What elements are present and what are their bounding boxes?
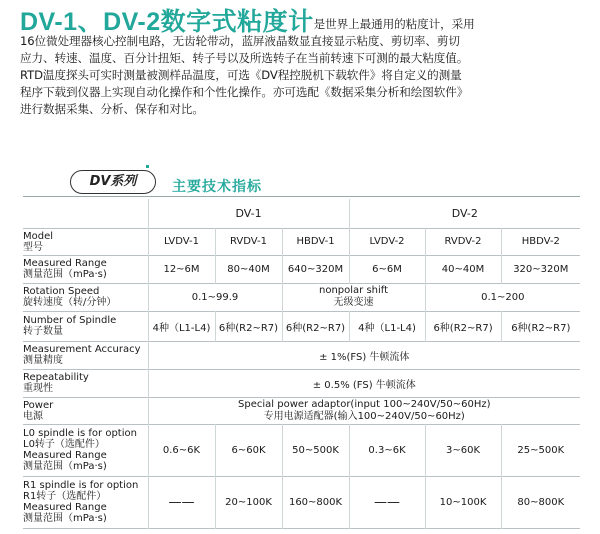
accent-dot: [146, 165, 149, 168]
speed-shift-cn: 无级变速: [333, 297, 374, 308]
repeat-label: [23, 369, 148, 397]
intro-line-1-tail: 是世界上最通用的粘度计，采用: [313, 17, 475, 31]
spindle-cell: 4种（L1-L4): [148, 311, 215, 341]
intro-line-3: 应力、转速、温度、百分计扭矩、转子号以及所选转子在当前转速下可测的最大粘度值。: [20, 51, 469, 65]
r1-cell: 80~800K: [501, 476, 580, 528]
range-cell: 320~320M: [501, 255, 580, 283]
spec-table: [23, 199, 580, 529]
model-label: [23, 228, 148, 255]
intro-line-5: 程序下载到仪器上实现自动化操作和个性化操作。亦可选配《数据采集分析和绘图软件》: [20, 85, 469, 99]
accuracy-label-en: Measurement Accuracy: [23, 344, 141, 355]
speed-row: [23, 283, 580, 311]
l0-cell: 6~60K: [215, 424, 282, 476]
model-row: [23, 228, 580, 255]
empty-header-cell: [23, 199, 148, 228]
r1-label-line: R1转子（选配件）: [23, 491, 107, 502]
l0-label: [23, 424, 148, 476]
spindle-label-en: Number of Spindle: [23, 315, 117, 326]
r1-row: [23, 476, 580, 528]
model-label-cn: 型号: [23, 241, 43, 253]
model-cell: HBDV-2: [501, 228, 580, 255]
repeat-row: [23, 369, 580, 397]
accuracy-value: ± 1%(FS) 牛顿流体: [148, 341, 580, 369]
power-label-cn: 电源: [23, 410, 43, 422]
spindle-row: [23, 311, 580, 341]
repeat-value: ± 0.5% (FS) 牛顿流体: [148, 369, 580, 397]
series-tag: DV系列: [70, 170, 156, 194]
group-dv2: DV-2: [349, 199, 580, 228]
l0-label-line: 测量范围（mPa·s): [23, 461, 107, 472]
r1-label-line: 测量范围（mPa·s): [23, 513, 107, 524]
power-value-cn: 专用电源适配器(输入100~240V/50~60Hz): [263, 410, 465, 422]
speed-shift-en: nonpolar shift: [318, 285, 389, 296]
speed-shift: [282, 283, 425, 311]
repeat-label-cn: 重现性: [23, 383, 53, 394]
range-cell: 80~40M: [215, 255, 282, 283]
l0-label-line: Measured Range: [23, 450, 107, 461]
power-label-en: Power: [23, 399, 54, 411]
r1-cell: 160~800K: [282, 476, 349, 528]
l0-cell: 3~60K: [425, 424, 501, 476]
r1-label-line: R1 spindle is for option: [23, 480, 139, 491]
r1-cell: ——: [349, 476, 425, 528]
l0-cell: 25~500K: [501, 424, 580, 476]
spindle-cell: 4种（L1-L4): [349, 311, 425, 341]
l0-label-line: L0转子（选配件）: [23, 439, 105, 450]
range-cell: 6~6M: [349, 255, 425, 283]
intro-line-6: 进行数据采集、分析、保存和对比。: [20, 102, 204, 116]
model-cell: LVDV-2: [349, 228, 425, 255]
model-cell: RVDV-2: [425, 228, 501, 255]
top-rule: [23, 196, 580, 197]
l0-cell: 0.3~6K: [349, 424, 425, 476]
model-cell: LVDV-1: [148, 228, 215, 255]
r1-cell: 10~100K: [425, 476, 501, 528]
l0-label-line: L0 spindle is for option: [23, 428, 137, 439]
intro-line-4: RTD温度探头可实时测量被测样品温度，可选《DV程控脱机下载软件》将自定义的测量: [20, 68, 462, 82]
accuracy-row: [23, 341, 580, 369]
speed-label: [23, 283, 148, 311]
spindle-label: [23, 311, 148, 341]
spindle-cell: 6种(R2~R7): [425, 311, 501, 341]
group-header-row: [23, 199, 580, 228]
speed-dv2: 0.1~200: [425, 283, 580, 311]
spindle-cell: 6种(R2~R7): [282, 311, 349, 341]
spindle-label-cn: 转子数量: [23, 326, 63, 337]
intro-line-1: [20, 8, 588, 36]
range-label-en: Measured Range: [23, 258, 107, 269]
power-value: [148, 397, 580, 424]
range-cell: 12~6M: [148, 255, 215, 283]
l0-cell: 50~500K: [282, 424, 349, 476]
r1-cell: 20~100K: [215, 476, 282, 528]
accuracy-label-cn: 测量精度: [23, 355, 63, 366]
intro-line-2: 16位微处理器核心控制电路，无齿轮带动，蓝屏液晶数显直接显示粘度、剪切率、剪切: [20, 34, 460, 48]
model-cell: HBDV-1: [282, 228, 349, 255]
intro-paragraph: [20, 8, 588, 118]
range-row: [23, 255, 580, 283]
repeat-label-en: Repeatability: [23, 372, 89, 383]
l0-cell: 0.6~6K: [148, 424, 215, 476]
r1-label: [23, 476, 148, 528]
product-headline: DV-1、DV-2数字式粘度计: [20, 8, 314, 36]
model-label-en: Model: [23, 230, 54, 242]
speed-label-cn: 旋转速度（转/分钟）: [23, 297, 117, 308]
group-dv1: DV-1: [148, 199, 349, 228]
power-row: [23, 397, 580, 424]
range-label-cn: 测量范围（mPa·s): [23, 269, 107, 280]
speed-label-en: Rotation Speed: [23, 286, 100, 297]
r1-label-line: Measured Range: [23, 502, 107, 513]
range-label: [23, 255, 148, 283]
model-cell: RVDV-1: [215, 228, 282, 255]
accuracy-label: [23, 341, 148, 369]
spindle-cell: 6种(R2~R7): [501, 311, 580, 341]
spindle-cell: 6种(R2~R7): [215, 311, 282, 341]
range-cell: 40~40M: [425, 255, 501, 283]
series-title: 主要技术指标: [172, 179, 262, 195]
l0-row: [23, 424, 580, 476]
range-cell: 640~320M: [282, 255, 349, 283]
power-label: [23, 397, 148, 424]
r1-cell: ——: [148, 476, 215, 528]
speed-dv1: 0.1~99.9: [148, 283, 282, 311]
power-value-en: Special power adaptor(input 100~240V/50~60Hz): [238, 398, 491, 410]
